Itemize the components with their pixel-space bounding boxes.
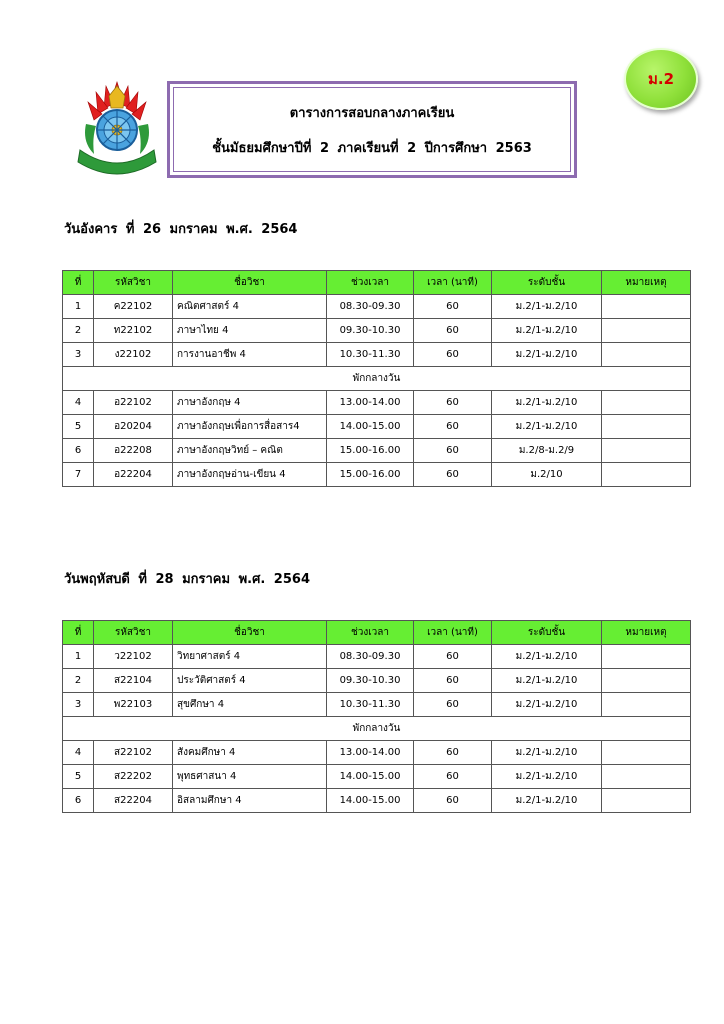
cell-no: 3: [63, 343, 94, 367]
cell-code: อ22102: [94, 391, 173, 415]
cell-time: 08.30-09.30: [327, 645, 414, 669]
cell-code: ง22102: [94, 343, 173, 367]
day1-heading: วันอังคาร ที่ 26 มกราคม พ.ศ. 2564: [64, 222, 298, 237]
cell-code: พ22103: [94, 693, 173, 717]
document-subtitle: ชั้นมัธยมศึกษาปีที่ 2 ภาคเรียนที่ 2 ปีการศึกษา 2563: [212, 140, 532, 156]
lunch-break-row: [63, 367, 691, 391]
cell-note: [602, 415, 691, 439]
cell-code: ค22102: [94, 295, 173, 319]
header-col-code: รหัสวิชา: [94, 621, 173, 645]
cell-minutes: 60: [414, 741, 492, 765]
cell-code: อ22208: [94, 439, 173, 463]
school-emblem-icon: [76, 78, 158, 178]
cell-minutes: 60: [414, 789, 492, 813]
cell-code: ส22102: [94, 741, 173, 765]
header-col-minutes: เวลา (นาที): [414, 621, 492, 645]
cell-minutes: 60: [414, 391, 492, 415]
cell-time: 14.00-15.00: [327, 765, 414, 789]
table-row: [63, 391, 691, 415]
cell-level: ม.2/1-ม.2/10: [492, 319, 602, 343]
cell-code: ท22102: [94, 319, 173, 343]
cell-time: 14.00-15.00: [327, 415, 414, 439]
cell-no: 1: [63, 645, 94, 669]
header-col-no: ที่: [63, 271, 94, 295]
cell-time: 13.00-14.00: [327, 741, 414, 765]
cell-note: [602, 439, 691, 463]
cell-level: ม.2/1-ม.2/10: [492, 741, 602, 765]
cell-code: ส22204: [94, 789, 173, 813]
cell-time: 10.30-11.30: [327, 693, 414, 717]
header-col-note: หมายเหตุ: [602, 271, 691, 295]
cell-subject: ภาษาอังกฤษอ่าน-เขียน 4: [173, 463, 327, 487]
cell-level: ม.2/1-ม.2/10: [492, 343, 602, 367]
document-title: ตารางการสอบกลางภาคเรียน: [289, 105, 455, 121]
cell-subject: ภาษาอังกฤษเพื่อการสื่อสาร4: [173, 415, 327, 439]
cell-code: ส22104: [94, 669, 173, 693]
cell-level: ม.2/8-ม.2/9: [492, 439, 602, 463]
header-col-subject: ชื่อวิชา: [173, 271, 327, 295]
cell-time: 08.30-09.30: [327, 295, 414, 319]
cell-level: ม.2/1-ม.2/10: [492, 415, 602, 439]
cell-level: ม.2/1-ม.2/10: [492, 789, 602, 813]
cell-note: [602, 645, 691, 669]
header-col-subject: ชื่อวิชา: [173, 621, 327, 645]
grade-badge-label: ม.2: [647, 70, 675, 88]
table-row: [63, 319, 691, 343]
cell-note: [602, 463, 691, 487]
cell-subject: คณิตศาสตร์ 4: [173, 295, 327, 319]
cell-time: 10.30-11.30: [327, 343, 414, 367]
cell-time: 14.00-15.00: [327, 789, 414, 813]
header-col-code: รหัสวิชา: [94, 271, 173, 295]
cell-code: ว22102: [94, 645, 173, 669]
table-row: [63, 343, 691, 367]
cell-time: 15.00-16.00: [327, 463, 414, 487]
cell-no: 7: [63, 463, 94, 487]
table-row: [63, 765, 691, 789]
cell-level: ม.2/10: [492, 463, 602, 487]
table-header-row: [63, 621, 691, 645]
grade-badge: [624, 48, 698, 110]
cell-subject: อิสลามศึกษา 4: [173, 789, 327, 813]
cell-level: ม.2/1-ม.2/10: [492, 765, 602, 789]
cell-note: [602, 741, 691, 765]
table-header-row: [63, 271, 691, 295]
table-row: [63, 439, 691, 463]
cell-minutes: 60: [414, 693, 492, 717]
cell-note: [602, 343, 691, 367]
cell-note: [602, 789, 691, 813]
cell-time: 13.00-14.00: [327, 391, 414, 415]
header-col-note: หมายเหตุ: [602, 621, 691, 645]
cell-time: 09.30-10.30: [327, 319, 414, 343]
table-row: [63, 415, 691, 439]
cell-minutes: 60: [414, 765, 492, 789]
cell-note: [602, 765, 691, 789]
cell-subject: ภาษาไทย 4: [173, 319, 327, 343]
table-row: [63, 669, 691, 693]
title-box: [167, 81, 577, 178]
cell-subject: วิทยาศาสตร์ 4: [173, 645, 327, 669]
header-col-no: ที่: [63, 621, 94, 645]
table-row: [63, 789, 691, 813]
cell-code: อ22204: [94, 463, 173, 487]
cell-no: 6: [63, 789, 94, 813]
header-col-level: ระดับชั้น: [492, 271, 602, 295]
cell-subject: ประวัติศาสตร์ 4: [173, 669, 327, 693]
day2-schedule-table: [62, 620, 691, 813]
day2-heading: วันพฤหัสบดี ที่ 28 มกราคม พ.ศ. 2564: [64, 572, 310, 587]
cell-note: [602, 669, 691, 693]
cell-subject: สุขศึกษา 4: [173, 693, 327, 717]
cell-level: ม.2/1-ม.2/10: [492, 669, 602, 693]
cell-minutes: 60: [414, 669, 492, 693]
cell-note: [602, 319, 691, 343]
cell-no: 6: [63, 439, 94, 463]
cell-minutes: 60: [414, 645, 492, 669]
cell-no: 4: [63, 741, 94, 765]
cell-subject: พุทธศาสนา 4: [173, 765, 327, 789]
table-row: [63, 295, 691, 319]
lunch-break-row: [63, 717, 691, 741]
cell-no: 5: [63, 415, 94, 439]
cell-minutes: 60: [414, 463, 492, 487]
cell-level: ม.2/1-ม.2/10: [492, 693, 602, 717]
header-col-minutes: เวลา (นาที): [414, 271, 492, 295]
cell-note: [602, 391, 691, 415]
cell-note: [602, 693, 691, 717]
cell-time: 09.30-10.30: [327, 669, 414, 693]
header-col-time: ช่วงเวลา: [327, 271, 414, 295]
cell-level: ม.2/1-ม.2/10: [492, 295, 602, 319]
cell-level: ม.2/1-ม.2/10: [492, 391, 602, 415]
cell-subject: ภาษาอังกฤษ 4: [173, 391, 327, 415]
cell-no: 2: [63, 319, 94, 343]
cell-time: 15.00-16.00: [327, 439, 414, 463]
table-row: [63, 693, 691, 717]
header-col-time: ช่วงเวลา: [327, 621, 414, 645]
lunch-break-label: พักกลางวัน: [63, 367, 691, 391]
cell-no: 5: [63, 765, 94, 789]
cell-minutes: 60: [414, 415, 492, 439]
cell-minutes: 60: [414, 343, 492, 367]
lunch-break-label: พักกลางวัน: [63, 717, 691, 741]
cell-minutes: 60: [414, 295, 492, 319]
cell-level: ม.2/1-ม.2/10: [492, 645, 602, 669]
cell-note: [602, 295, 691, 319]
cell-subject: สังคมศึกษา 4: [173, 741, 327, 765]
cell-no: 1: [63, 295, 94, 319]
cell-no: 2: [63, 669, 94, 693]
cell-no: 3: [63, 693, 94, 717]
cell-minutes: 60: [414, 439, 492, 463]
cell-minutes: 60: [414, 319, 492, 343]
cell-subject: ภาษาอังกฤษวิทย์ – คณิต: [173, 439, 327, 463]
header-col-level: ระดับชั้น: [492, 621, 602, 645]
table-row: [63, 463, 691, 487]
table-row: [63, 741, 691, 765]
cell-no: 4: [63, 391, 94, 415]
cell-subject: การงานอาชีพ 4: [173, 343, 327, 367]
cell-code: ส22202: [94, 765, 173, 789]
table-row: [63, 645, 691, 669]
day1-schedule-table: [62, 270, 691, 487]
cell-code: อ20204: [94, 415, 173, 439]
